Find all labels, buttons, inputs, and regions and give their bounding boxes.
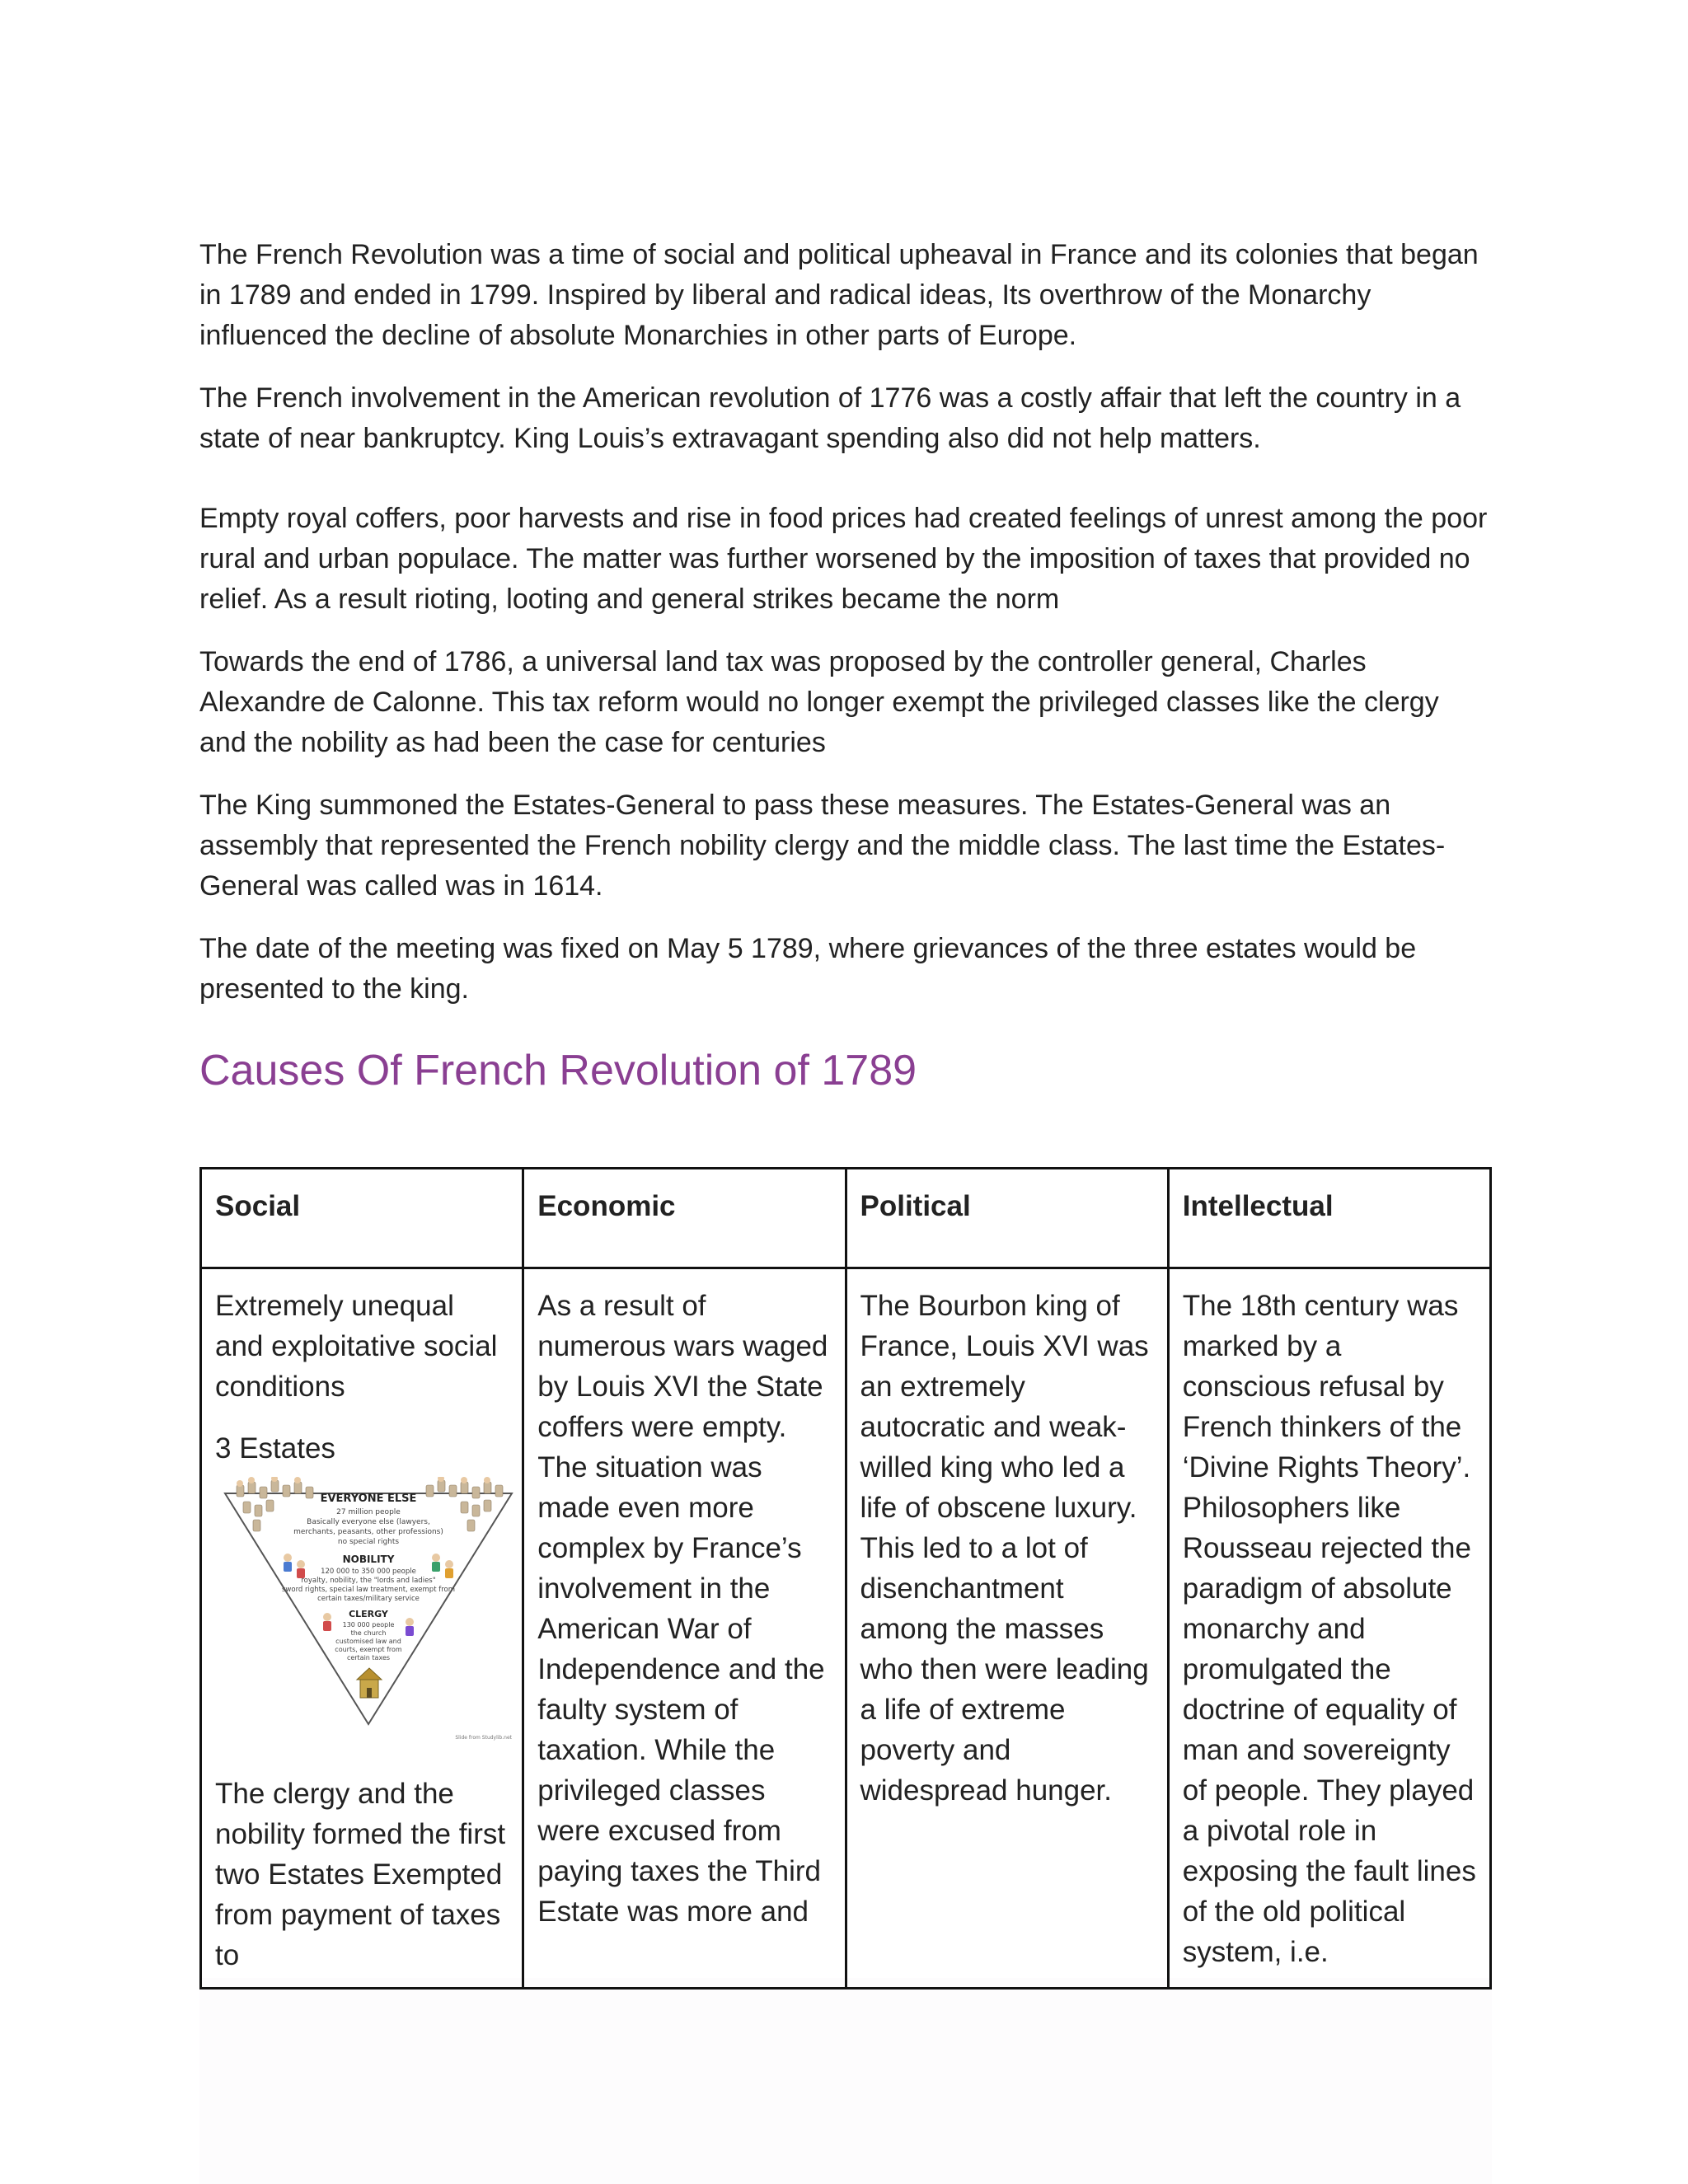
intro-paragraph-3: Empty royal coffers, poor harvests and rise in food prices had created feelings of unrest among the poor rural and urban populace. The matter was further worsened by the imposition of taxes that provided no relief. As a result rioting, looting and general strikes became the norm [199,503,1488,615]
table-row [201,1268,1491,1989]
cell-social [201,1268,523,1989]
clergy-title: CLERGY [349,1609,388,1619]
graphic-credit: Slide from Studylib.net [455,1735,512,1741]
cell-intellectual: The 18th century was marked by a conscious refusal by French thinkers of the ‘Divine Rights Theory’. Philosophers like Rousseau rejected the paradigm of absolute monarchy and promulgated the doctrine of equality of man and sovereignty of people. They played a pivotal role in exposing the fault lines of the old political system, i.e. [1168,1268,1490,1989]
header-social: Social [201,1169,523,1268]
everyone-else-line2: Basically everyone else (lawyers, [307,1518,430,1526]
nobility-line1: 120 000 to 350 000 people [321,1568,416,1576]
clergy-line5: certain taxes [346,1654,391,1661]
nobility-title: NOBILITY [342,1554,395,1565]
everyone-else-line1: 27 million people [336,1508,401,1516]
everyone-else-line3: merchants, peasants, other professions) [293,1528,443,1536]
section-heading: Causes Of French Revolution of 1789 [199,1047,917,1094]
social-paragraph-3: The clergy and the nobility formed the first two Estates Exempted from payment of taxes to [215,1778,506,1971]
header-political: Political [846,1169,1168,1268]
causes-table [199,1167,1492,1990]
clergy-line1: 130 000 people [342,1621,395,1629]
document-body [199,235,1492,1097]
everyone-else-line4: no special rights [337,1538,400,1546]
three-estates-pyramid-graphic [220,1477,517,1757]
intro-paragraph-6: The date of the meeting was fixed on May 5 1789, where grievances of the three estates would be presented to the king. [199,933,1417,1005]
cell-political: The Bourbon king of France, Louis XVI was an extremely autocratic and weak-willed king who led a life of obscene luxury. This led to a lot of disenchantment among the masses who then were leading a life of extreme poverty and widespread hunger. [846,1268,1168,1989]
social-paragraph-1: Extremely unequal and exploitative social conditions [215,1290,498,1403]
intro-paragraph-1: The French Revolution was a time of social and political upheaval in France and its colonies that began in 1789 and ended in 1799. Inspired by liberal and radical ideas, Its overthrow of the Monarchy influenced the decline of absolute Monarchies in other parts of Europe. [199,239,1479,351]
nobility-line4: certain taxes/military service [317,1595,420,1603]
everyone-else-title: EVERYONE ELSE [320,1493,417,1505]
table-header-row [201,1169,1491,1268]
intro-paragraph-4: Towards the end of 1786, a universal land tax was proposed by the controller general, Charles Alexandre de Calonne. This tax reform would no longer exempt the privileged classes like the clergy and the nobility as had been the case for centuries [199,646,1439,758]
clergy-line2: the church [350,1629,387,1637]
intro-paragraph-2: The French involvement in the American revolution of 1776 was a costly affair that left the country in a state of near bankruptcy. King Louis’s extravagant spending also did not help matters. [199,382,1461,454]
causes-table-container [199,1167,1492,1990]
header-economic: Economic [523,1169,846,1268]
clergy-line3: customised law and [335,1638,401,1645]
clergy-line4: courts, exempt from [335,1646,402,1653]
intro-paragraph-5: The King summoned the Estates-General to pass these measures. The Estates-General was an assembly that represented the French nobility clergy and the middle class. The last time the Estates-General was called was in 1614. [199,790,1446,902]
header-intellectual: Intellectual [1168,1169,1490,1268]
cell-economic: As a result of numerous wars waged by Louis XVI the State coffers were empty. The situation was made even more complex by France’s involvement in the American War of Independence and the faulty system of taxation. While the privileged classes were excused from paying taxes the Third Estate was more and [523,1268,846,1989]
nobility-line3: sword rights, special law treatment, exempt from [281,1586,456,1594]
page-background-region [199,1978,1492,2184]
nobility-line2: royalty, nobility, the "lords and ladies" [301,1577,436,1585]
social-paragraph-2: 3 Estates [215,1432,335,1465]
